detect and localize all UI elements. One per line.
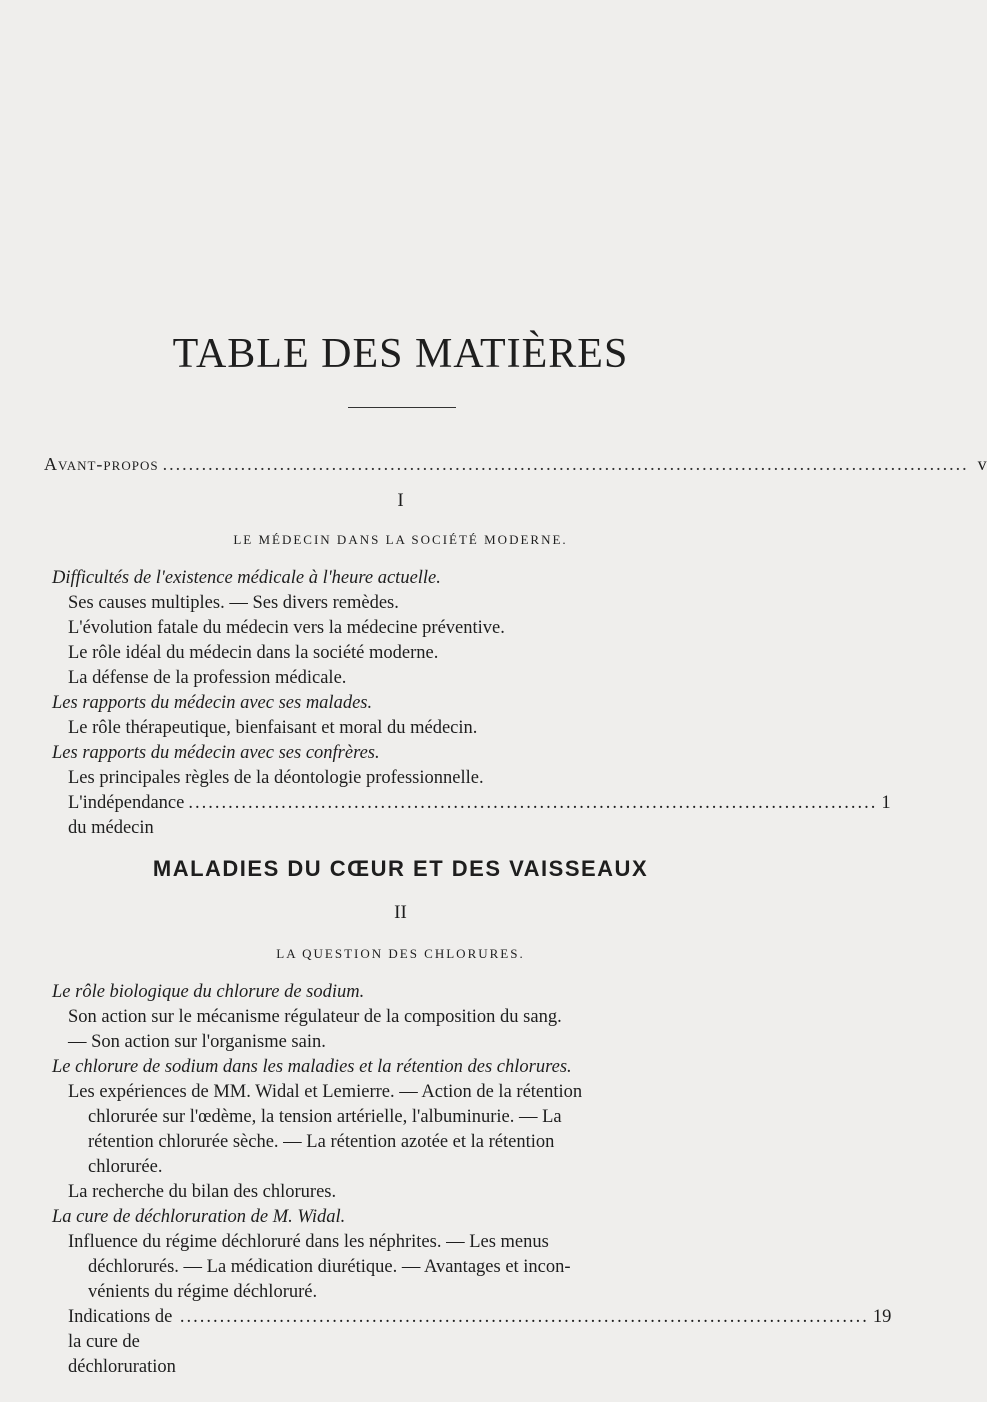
avant-propos-page: v: [977, 454, 987, 474]
chapter-2-numeral: II: [394, 902, 407, 923]
toc-entry: Son action sur le mécanisme régulateur de la composition du sang.: [68, 1007, 562, 1027]
toc-entry: La recherche du bilan des chlorures.: [68, 1182, 337, 1202]
toc-entry: Le rôle idéal du médecin dans la société moderne.: [68, 643, 439, 663]
toc-entry: Ses causes multiples. — Ses divers remèdes.: [68, 593, 399, 613]
toc-entry-with-page: [52, 791, 891, 841]
page-title: TABLE DES MATIÈRES: [172, 331, 629, 377]
title-rule: [348, 407, 456, 408]
toc-entry: Les rapports du médecin avec ses confrères.: [52, 743, 380, 763]
toc-entry: déchlorurés. — La médication diurétique. — Avantages et incon-: [88, 1257, 571, 1277]
chapter-1-subtitle: LE MÉDECIN DANS LA SOCIÉTÉ MODERNE.: [233, 532, 568, 547]
toc-entry-label: Indications de la cure de déchloruration: [68, 1307, 176, 1377]
toc-entry: Les rapports du médecin avec ses malades.: [52, 693, 373, 713]
toc-entry: chlorurée.: [88, 1157, 163, 1177]
chapter-1-numeral: I: [397, 490, 404, 511]
toc-entry: L'évolution fatale du médecin vers la médecine préventive.: [68, 618, 505, 638]
toc-entry: vénients du régime déchloruré.: [88, 1282, 318, 1302]
toc-entry: La défense de la profession médicale.: [68, 668, 347, 688]
toc-entry: — Son action sur l'organisme sain.: [68, 1032, 326, 1052]
toc-entry-with-page: [52, 1305, 892, 1380]
toc-entry: La cure de déchloruration de M. Widal.: [52, 1207, 346, 1227]
chapter-2-subtitle: LA QUESTION DES CHLORURES.: [276, 946, 525, 961]
toc-entry: Les expériences de MM. Widal et Lemierre. — Action de la rétention: [68, 1082, 583, 1102]
toc-entry: Le chlorure de sodium dans les maladies et la rétention des chlorures.: [52, 1057, 572, 1077]
toc-entry-page: 19: [872, 1307, 892, 1327]
toc-entry-label: L'indépendance du médecin: [68, 793, 185, 838]
chapter-2-entries: [52, 980, 892, 1380]
toc-entry: Difficultés de l'existence médicale à l'heure actuelle.: [52, 568, 441, 588]
toc-entry: rétention chlorurée sèche. — La rétention azotée et la rétention: [88, 1132, 555, 1152]
toc-entry: Le rôle thérapeutique, bienfaisant et moral du médecin.: [68, 718, 478, 738]
chapter-1-entries: [52, 566, 891, 841]
leader-dots: ........................................................................................................: [179, 1307, 869, 1327]
toc-entry-page: 1: [881, 793, 891, 813]
toc-entry: Influence du régime déchloruré dans les néphrites. — Les menus: [68, 1232, 549, 1252]
toc-entry-avant-propos: [44, 454, 987, 475]
leader-dots: ........................................................................................................: [188, 793, 878, 813]
part-heading: MALADIES DU CŒUR ET DES VAISSEAUX: [152, 856, 649, 881]
avant-propos-label: Avant-propos: [44, 454, 159, 474]
toc-entry: chlorurée sur l'œdème, la tension artérielle, l'albuminurie. — La: [88, 1107, 562, 1127]
leader-dots: ............................................................................................................................: [162, 454, 969, 474]
toc-entry: Le rôle biologique du chlorure de sodium.: [52, 982, 365, 1002]
toc-entry: Les principales règles de la déontologie professionnelle.: [68, 768, 484, 788]
